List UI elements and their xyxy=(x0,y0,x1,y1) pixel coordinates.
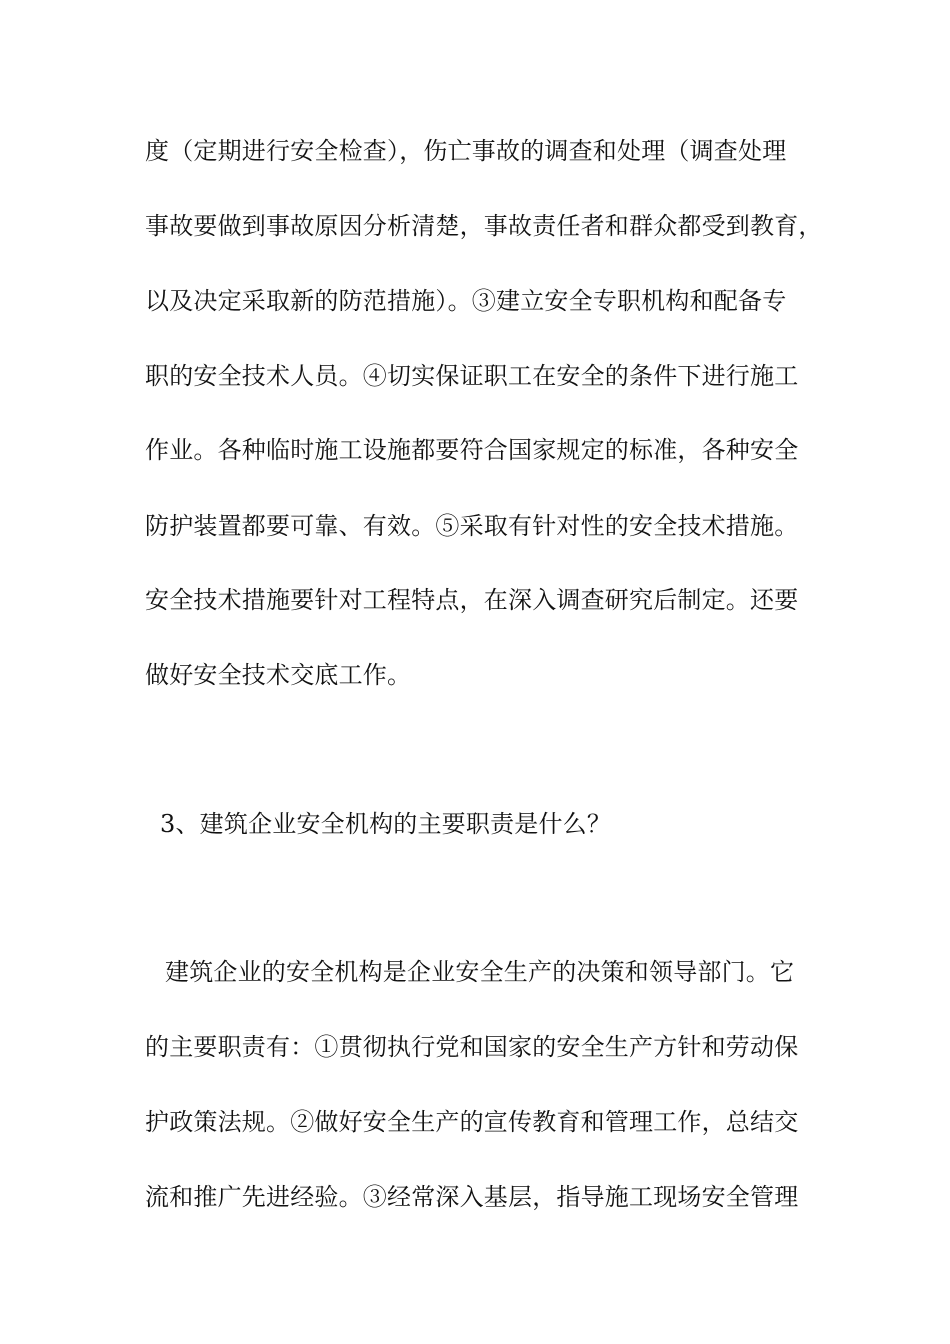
question-heading: 3、建筑企业安全机构的主要职责是什么？ xyxy=(160,810,612,838)
paragraph-line-8: 做好安全技术交底工作。 xyxy=(145,661,412,689)
answer-line-3: 护政策法规。②做好安全生产的宣传教育和管理工作，总结交 xyxy=(145,1108,799,1136)
paragraph-line-5: 作业。各种临时施工设施都要符合国家规定的标准，各种安全 xyxy=(145,436,799,464)
answer-line-1: 建筑企业的安全机构是企业安全生产的决策和领导部门。它 xyxy=(165,958,795,986)
answer-line-2: 的主要职责有：①贯彻执行党和国家的安全生产方针和劳动保 xyxy=(145,1033,799,1061)
paragraph-line-7: 安全技术措施要针对工程特点，在深入调查研究后制定。还要 xyxy=(145,586,799,614)
paragraph-line-6: 防护装置都要可靠、有效。⑤采取有针对性的安全技术措施。 xyxy=(145,512,799,540)
paragraph-line-1: 度（定期进行安全检查），伤亡事故的调查和处理（调查处理 xyxy=(145,137,787,165)
paragraph-line-2: 事故要做到事故原因分析清楚，事故责任者和群众都受到教育， xyxy=(145,212,823,240)
paragraph-line-3: 以及决定采取新的防范措施）。③建立安全专职机构和配备专 xyxy=(145,287,787,315)
answer-line-4: 流和推广先进经验。③经常深入基层，指导施工现场安全管理 xyxy=(145,1183,799,1211)
paragraph-line-4: 职的安全技术人员。④切实保证职工在安全的条件下进行施工 xyxy=(145,362,799,390)
